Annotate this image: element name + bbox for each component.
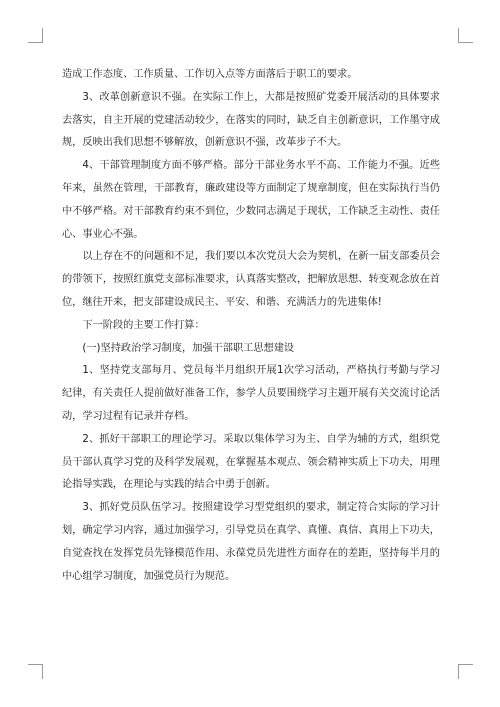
- paragraph-item-3-innovation: 3、改革创新意识不强。在实际工作上，大都是按照矿党委开展活动的具体要求去落实，自主开展的党建活动较少，在落实的同时，缺乏自主创新意识，工作墨守成规，反映出我们思想不够解放，创新意识不强，改革步子不大。: [62, 91, 440, 149]
- crop-mark-bottom-right: [458, 664, 473, 679]
- section-heading-political-study: (一)坚持政治学习制度，加强干部职工思想建设: [82, 342, 295, 354]
- paragraph-plan-item-2: 2、抓好干部职工的理论学习。采取以集体学习为主、自学为辅的方式，组织党员干部认真学习党的及科学发展观，在掌握基本观点、领会精神实质上下功夫，用理论指导实践，在理论与实践的结合中勇于创新。: [62, 433, 440, 491]
- paragraph-summary: 以上存在不的问题和不足，我们要以本次党员大会为契机，在新一届支部委员会的带领下，按照红旗党支部标准要求，认真落实整改，把解放思想、转变观念放在首位，继往开来，把支部建设成民主、平安、和谐、充满活力的先进集体!: [62, 251, 440, 308]
- crop-mark-bottom-left: [28, 664, 43, 679]
- crop-mark-top-right: [458, 28, 473, 43]
- paragraph-plan-item-1: 1、坚持党支部每月、党员每半月组织开展1次学习活动，严格执行考勤与学习纪律，有关责任人提前做好准备工作，参学人员要围绕学习主题开展有关交流讨论活动，学习过程有记录并存档。: [62, 365, 440, 422]
- paragraph-next-plan-heading: 下一阶段的主要工作打算：: [82, 319, 205, 331]
- paragraph-continuation: 造成工作态度、工作质量、工作切入点等方面落后于职工的要求。: [62, 69, 358, 80]
- paragraph-plan-item-3: 3、抓好党员队伍学习。按照建设学习型党组织的要求，制定符合实际的学习计划，确定学习内容，通过加强学习，引导党员在真学、真懂、真信、真用上下功夫，自觉查找在发挥党员先锋模范作用、永葆党员先进性方面存在的差距，坚持每半月的中心组学习制度，加强党员行为规范。: [62, 502, 440, 582]
- document-body: [62, 64, 440, 588]
- paragraph-item-4-management: 4、干部管理制度方面不够严格。部分干部业务水平不高、工作能力不强。近些年来，虽然在管理，干部教育，廉政建设等方面制定了规章制度，但在实际执行当仍中不够严格。对干部教育约束不到位，少数同志满足于现状，工作缺乏主动性、责任心、事业心不强。: [62, 160, 440, 240]
- crop-mark-top-left: [28, 28, 43, 43]
